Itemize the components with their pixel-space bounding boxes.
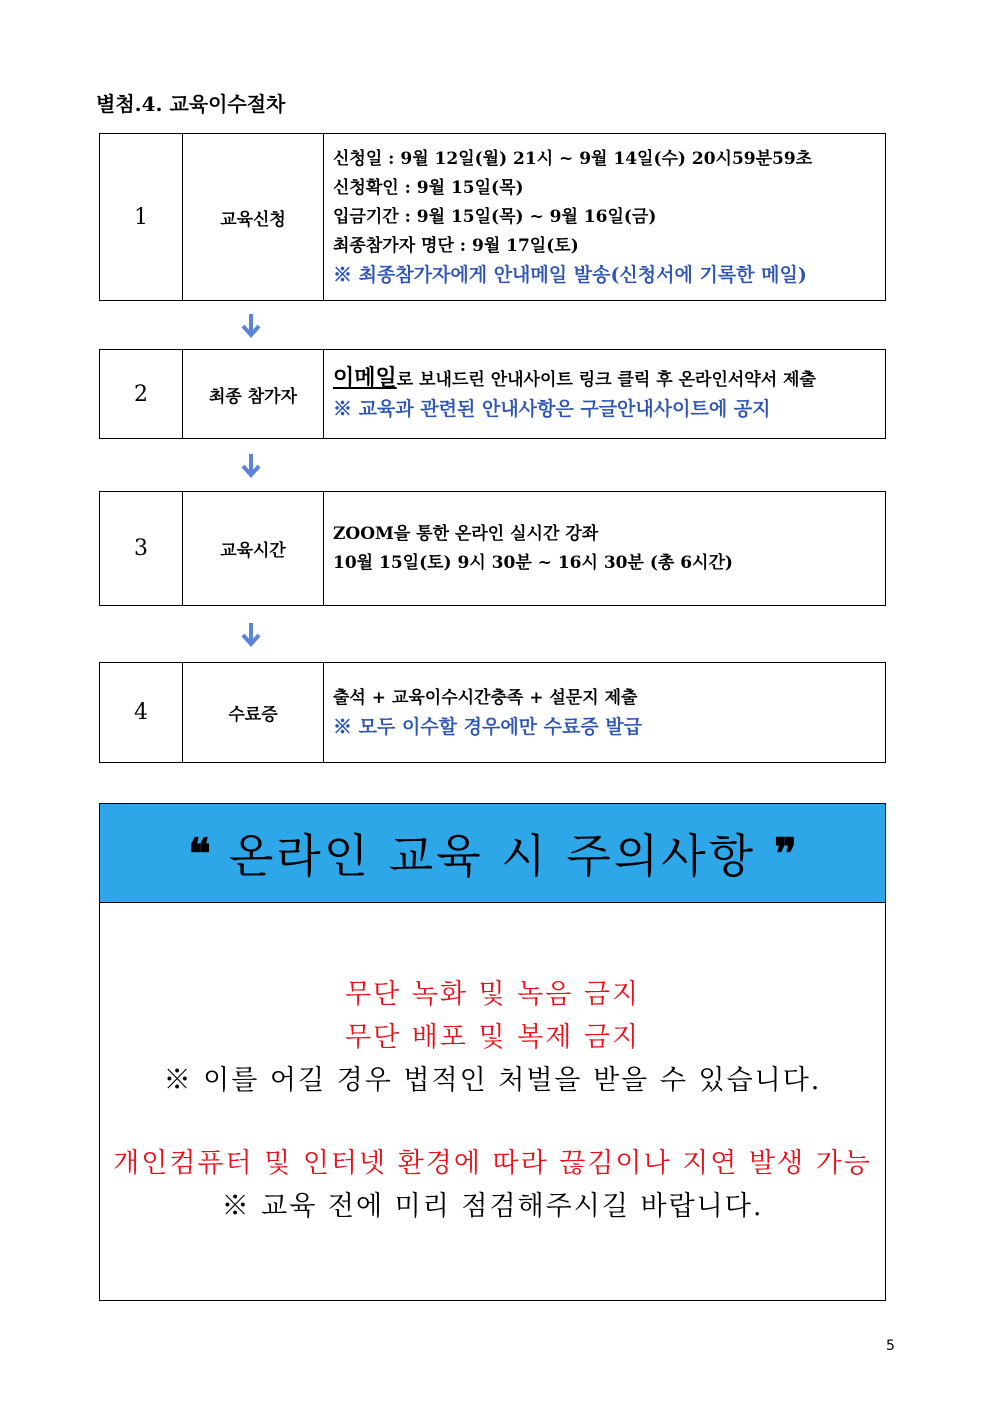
step-content [324, 350, 885, 438]
step-line: 신청일 : 9월 12일(월) 21시 ~ 9월 14일(수) 20시59분59초 [333, 148, 813, 169]
notice-heading: 온라인 교육 시 주의사항 [228, 829, 757, 883]
step-4-row [99, 662, 886, 763]
step-line: 출석 + 교육이수시간충족 + 설문지 제출 [333, 687, 638, 708]
open-quote-icon: ❝ [188, 828, 211, 878]
legal-warning: ※ 이를 어길 경우 법적인 처벌을 받을 수 있습니다. [163, 1065, 822, 1096]
prohibition-distribution: 무단 배포 및 복제 금지 [344, 1022, 641, 1053]
step-line: ZOOM을 통한 온라인 실시간 강좌 [333, 523, 599, 544]
step-label: 교육시간 [183, 492, 324, 605]
check-advice: ※ 교육 전에 미리 점검해주시길 바랍니다. [221, 1191, 764, 1222]
step-1-row [99, 133, 886, 301]
notice-header [100, 804, 885, 903]
prohibition-recording: 무단 녹화 및 녹음 금지 [344, 979, 641, 1010]
step-line: 입금기간 : 9월 15일(목) ~ 9월 16일(금) [333, 206, 657, 227]
page-number: 5 [886, 1338, 895, 1354]
step-line-rest: 로 보내드린 안내사이트 링크 클릭 후 온라인서약서 제출 [396, 370, 816, 390]
step-2-row [99, 349, 886, 439]
down-arrow-icon [240, 312, 262, 338]
step-number: 4 [100, 663, 183, 762]
down-arrow-icon [240, 621, 262, 647]
step-line: 신청확인 : 9월 15일(목) [333, 177, 524, 198]
step-number: 3 [100, 492, 183, 605]
step-note: ※ 모두 이수할 경우에만 수료증 발급 [333, 715, 643, 738]
step-3-row [99, 491, 886, 606]
step-content [324, 663, 885, 762]
down-arrow-icon [240, 452, 262, 478]
step-number: 1 [100, 134, 183, 300]
step-line: 10월 15일(토) 9시 30분 ~ 16시 30분 (총 6시간) [333, 552, 733, 573]
step-note: ※ 교육과 관련된 안내사항은 구글안내사이트에 공지 [333, 398, 771, 420]
step-line [333, 364, 885, 395]
email-emphasis: 이메일 [333, 365, 397, 391]
connection-warning: 개인컴퓨터 및 인터넷 환경에 따라 끊김이나 지연 발생 가능 [113, 1148, 872, 1179]
step-label: 교육신청 [183, 134, 324, 300]
step-line: 최종참가자 명단 : 9월 17일(토) [333, 235, 579, 256]
step-number: 2 [100, 350, 183, 438]
close-quote-icon: ❞ [774, 828, 797, 878]
notice-box [99, 803, 886, 1301]
document-title: 별첨.4. 교육이수절차 [96, 92, 286, 116]
step-note: ※ 최종참가자에게 안내메일 발송(신청서에 기록한 메일) [333, 263, 807, 286]
step-content [324, 492, 885, 605]
step-label: 수료증 [183, 663, 324, 762]
spacer [100, 1102, 885, 1142]
step-label: 최종 참가자 [183, 350, 324, 438]
notice-body [100, 903, 885, 1228]
step-content [324, 134, 885, 300]
